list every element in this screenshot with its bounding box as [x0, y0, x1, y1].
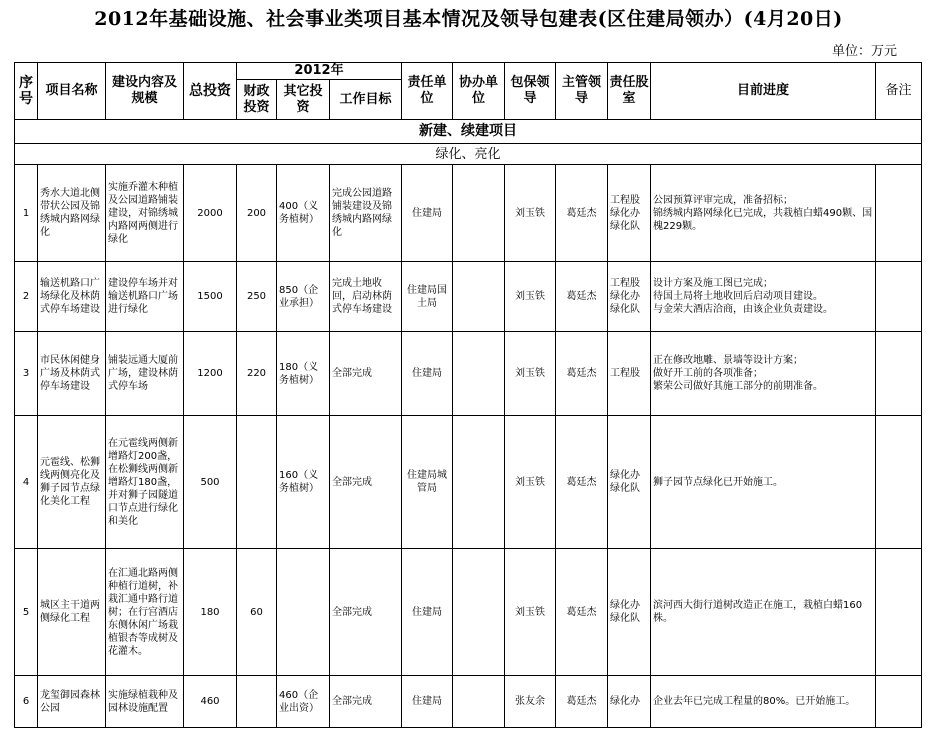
cell-resp-dept: 绿化办绿化队 — [608, 549, 651, 676]
cell-guarantee-leader: 刘玉铁 — [505, 165, 556, 262]
cell-total: 1500 — [184, 262, 237, 332]
cell-assist-unit — [453, 549, 505, 676]
table-row — [15, 262, 922, 332]
table-row — [15, 549, 922, 676]
cell-name: 城区主干道两侧绿化工程 — [38, 549, 106, 676]
project-table — [14, 62, 922, 728]
cell-progress: 正在修改地雕、景墙等设计方案； 做好开工前的各项准备； 繁荣公司做好其施工部分的前期准备。 — [651, 332, 876, 416]
cell-content: 实施绿植栽种及园林设施配置 — [106, 676, 184, 728]
cell-remark — [876, 332, 922, 416]
header-remark: 备注 — [876, 63, 922, 120]
cell-resp-unit: 住建局 — [402, 549, 453, 676]
cell-other: 180（义务植树） — [277, 332, 330, 416]
header-resp-unit: 责任单位 — [402, 63, 453, 120]
cell-name: 秀水大道北侧带状公园及锦绣城内路网绿化 — [38, 165, 106, 262]
cell-seq: 1 — [15, 165, 38, 262]
cell-resp-unit: 住建局国土局 — [402, 262, 453, 332]
section-title: 新建、续建项目 — [15, 120, 922, 144]
cell-progress: 设计方案及施工图已完成； 待国土局将土地收回后启动项目建设。 与金荣大酒店洽商，由该企业负责建设。 — [651, 262, 876, 332]
cell-resp-dept: 工程股绿化办绿化队 — [608, 165, 651, 262]
cell-progress: 公园预算评审完成，准备招标； 锦绣城内路网绿化已完成，共栽植白蜡490颗、国槐229颗。 — [651, 165, 876, 262]
subsection-row — [15, 144, 922, 165]
cell-assist-unit — [453, 332, 505, 416]
cell-resp-unit: 住建局城管局 — [402, 416, 453, 549]
cell-seq: 4 — [15, 416, 38, 549]
cell-goal: 全部完成 — [330, 416, 402, 549]
cell-name: 元雹线、松狮线两侧亮化及狮子园节点绿化美化工程 — [38, 416, 106, 549]
section-row — [15, 120, 922, 144]
cell-guarantee-leader: 刘玉铁 — [505, 549, 556, 676]
header-assist-unit: 协办单位 — [453, 63, 505, 120]
unit-label: 单位：万元 — [831, 44, 897, 59]
cell-goal: 全部完成 — [330, 676, 402, 728]
cell-resp-dept: 绿化办绿化队 — [608, 416, 651, 549]
table-row — [15, 416, 922, 549]
header-goal: 工作目标 — [330, 80, 402, 120]
cell-guarantee-leader: 张友余 — [505, 676, 556, 728]
cell-name: 龙玺御园森林公园 — [38, 676, 106, 728]
cell-total: 1200 — [184, 332, 237, 416]
cell-goal: 完成公园道路铺装建设及锦绣城内路网绿化 — [330, 165, 402, 262]
cell-resp-unit: 住建局 — [402, 165, 453, 262]
cell-assist-unit — [453, 262, 505, 332]
cell-fiscal: 200 — [237, 165, 277, 262]
cell-resp-dept: 工程股 — [608, 332, 651, 416]
header-content: 建设内容及规模 — [106, 63, 184, 120]
cell-other: 160（义务植树） — [277, 416, 330, 549]
header-resp-dept: 责任股室 — [608, 63, 651, 120]
cell-total: 500 — [184, 416, 237, 549]
cell-progress: 滨河西大街行道树改造正在施工，栽植白蜡160株。 — [651, 549, 876, 676]
cell-content: 铺装远通大厦前广场，建设林荫式停车场 — [106, 332, 184, 416]
header-fiscal: 财政投资 — [237, 80, 277, 120]
cell-remark — [876, 262, 922, 332]
cell-goal: 全部完成 — [330, 332, 402, 416]
cell-content: 建设停车场并对输送机路口广场进行绿化 — [106, 262, 184, 332]
cell-name: 输送机路口广场绿化及林荫式停车场建设 — [38, 262, 106, 332]
header-guarantee-leader: 包保领导 — [505, 63, 556, 120]
cell-main-leader: 葛廷杰 — [556, 416, 608, 549]
cell-guarantee-leader: 刘玉铁 — [505, 332, 556, 416]
cell-assist-unit — [453, 165, 505, 262]
header-main-leader: 主管领导 — [556, 63, 608, 120]
cell-resp-unit: 住建局 — [402, 332, 453, 416]
cell-main-leader: 葛廷杰 — [556, 549, 608, 676]
cell-fiscal: 250 — [237, 262, 277, 332]
cell-guarantee-leader: 刘玉铁 — [505, 262, 556, 332]
table-row — [15, 165, 922, 262]
cell-seq: 2 — [15, 262, 38, 332]
cell-main-leader: 葛廷杰 — [556, 165, 608, 262]
cell-remark — [876, 676, 922, 728]
header-other: 其它投资 — [277, 80, 330, 120]
cell-other: 460（企业出资） — [277, 676, 330, 728]
cell-resp-dept: 绿化办 — [608, 676, 651, 728]
cell-resp-unit: 住建局 — [402, 676, 453, 728]
cell-fiscal — [237, 416, 277, 549]
cell-fiscal — [237, 676, 277, 728]
header-total: 总投资 — [184, 63, 237, 120]
cell-remark — [876, 416, 922, 549]
cell-remark — [876, 165, 922, 262]
table-row — [15, 676, 922, 728]
cell-seq: 3 — [15, 332, 38, 416]
cell-fiscal: 220 — [237, 332, 277, 416]
header-seq: 序号 — [15, 63, 38, 120]
cell-other — [277, 549, 330, 676]
cell-content: 实施乔灌木种植及公园道路铺装建设，对锦绣城内路网两侧进行绿化 — [106, 165, 184, 262]
cell-assist-unit — [453, 416, 505, 549]
subsection-title: 绿化、亮化 — [15, 144, 922, 165]
cell-total: 2000 — [184, 165, 237, 262]
cell-assist-unit — [453, 676, 505, 728]
cell-resp-dept: 工程股绿化办绿化队 — [608, 262, 651, 332]
cell-goal: 完成土地收回，启动林荫式停车场建设 — [330, 262, 402, 332]
page-title: 2012年基础设施、社会事业类项目基本情况及领导包建表(区住建局领办）(4月20日) — [94, 8, 843, 30]
header-progress: 目前进度 — [651, 63, 876, 120]
cell-other: 850（企业承担） — [277, 262, 330, 332]
cell-total: 460 — [184, 676, 237, 728]
table-row — [15, 332, 922, 416]
cell-other: 400（义务植树） — [277, 165, 330, 262]
cell-name: 市民休闲健身广场及林荫式停车场建设 — [38, 332, 106, 416]
cell-content: 在元雹线两侧新增路灯200盏，在松狮线两侧新增路灯180盏，并对狮子园隧道口节点进行绿化和美化 — [106, 416, 184, 549]
cell-total: 180 — [184, 549, 237, 676]
cell-fiscal: 60 — [237, 549, 277, 676]
cell-progress: 企业去年已完成工程量的80%。已开始施工。 — [651, 676, 876, 728]
cell-remark — [876, 549, 922, 676]
cell-seq: 5 — [15, 549, 38, 676]
cell-main-leader: 葛廷杰 — [556, 332, 608, 416]
cell-guarantee-leader: 刘玉铁 — [505, 416, 556, 549]
cell-main-leader: 葛廷杰 — [556, 262, 608, 332]
cell-main-leader: 葛廷杰 — [556, 676, 608, 728]
cell-content: 在汇通北路两侧种植行道树，补栽汇通中路行道树；在行宫酒店东侧休闲广场栽植银杏等成树及花灌木。 — [106, 549, 184, 676]
cell-progress: 狮子园节点绿化已开始施工。 — [651, 416, 876, 549]
header-year: 2012年 — [237, 63, 402, 80]
cell-seq: 6 — [15, 676, 38, 728]
cell-goal: 全部完成 — [330, 549, 402, 676]
header-name: 项目名称 — [38, 63, 106, 120]
